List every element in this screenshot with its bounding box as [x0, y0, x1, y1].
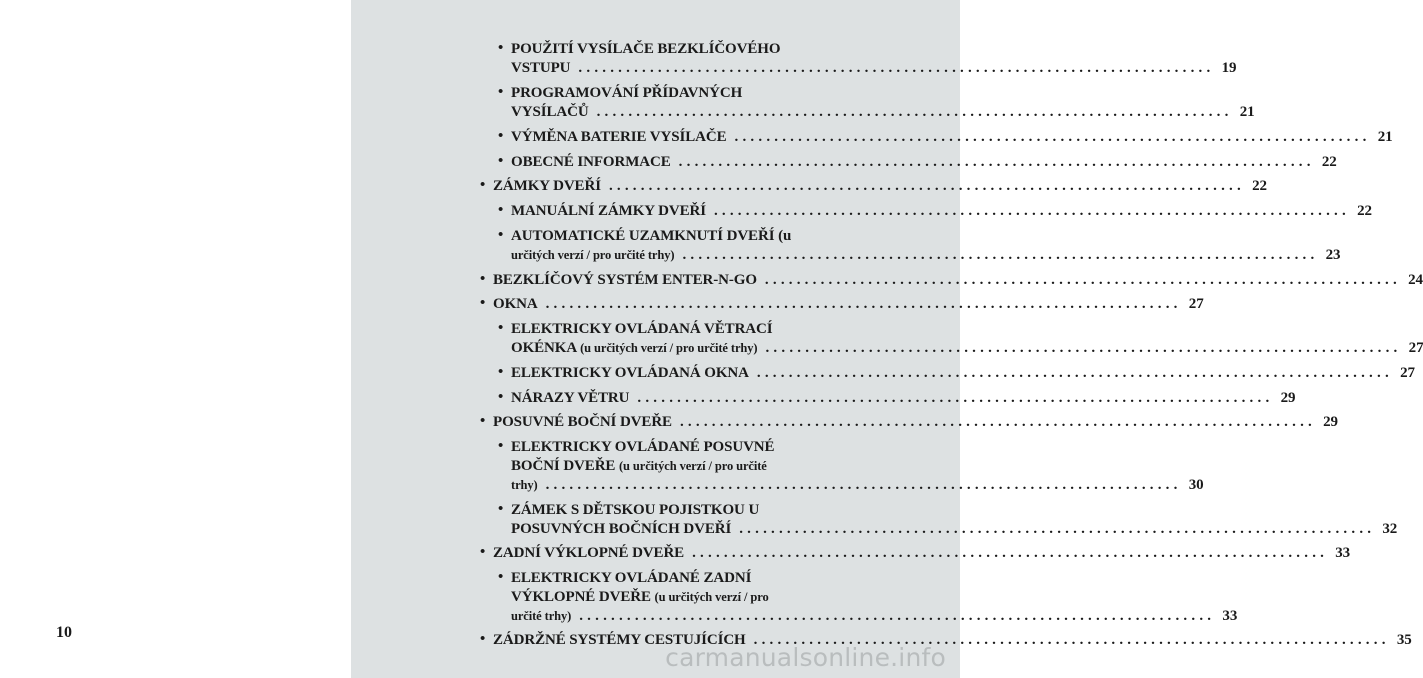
toc-page-number: 27: [1408, 340, 1423, 356]
dot-leader: ................................................................................: [578, 60, 1215, 76]
toc-entry-line: • POUŽITÍ VYSÍLAČE BEZKLÍČOVÉHO: [511, 41, 781, 57]
toc-page-number: 22: [1321, 154, 1337, 170]
toc-entry-last-line: [511, 59, 1237, 78]
toc-page-number: 30: [1188, 477, 1204, 493]
toc-entry-title: • ZÁDRŽNÉ SYSTÉMY CESTUJÍCÍCH: [493, 632, 746, 648]
dot-leader: ................................................................................: [545, 477, 1182, 493]
toc-entry-title: • MANUÁLNÍ ZÁMKY DVEŘÍ: [511, 203, 706, 219]
toc-entry-last-line: [511, 246, 1341, 265]
toc-page-number: 24: [1408, 272, 1423, 288]
toc-page-number: 22: [1357, 203, 1372, 219]
toc-entry[interactable]: [480, 295, 1204, 314]
toc-entry-text: [480, 271, 1423, 290]
toc-entry-text: [498, 128, 1393, 147]
toc-entry-line: • PROGRAMOVÁNÍ PŘÍDAVNÝCH: [511, 85, 743, 101]
toc-entry-text: [480, 295, 1204, 314]
dot-leader: ................................................................................: [734, 129, 1371, 145]
toc-entry[interactable]: [480, 227, 1341, 265]
toc-entry-text: [498, 364, 1415, 383]
toc-page-number: 33: [1335, 545, 1351, 561]
toc-entry-last-line: [493, 544, 1351, 563]
toc-entry-title: • ZADNÍ VÝKLOPNÉ DVEŘE: [493, 545, 685, 561]
dot-leader: ................................................................................: [678, 154, 1315, 170]
toc-entry-text: [498, 569, 1238, 626]
toc-page-number: 27: [1400, 365, 1415, 381]
toc-entry[interactable]: [480, 544, 1351, 563]
toc-page-number: 21: [1377, 129, 1393, 145]
toc-entry-title: • OKNA: [493, 296, 538, 312]
toc-entry-text: [498, 501, 1398, 539]
toc-entry-title: VSTUPU: [511, 60, 571, 76]
toc-entry-text: [480, 413, 1338, 432]
dot-leader: ................................................................................: [765, 340, 1402, 356]
toc-entry-title: • NÁRAZY VĚTRU: [511, 390, 630, 406]
dot-leader: ................................................................................: [713, 203, 1350, 219]
toc-entry-title: • BEZKLÍČOVÝ SYSTÉM ENTER-N-GO: [493, 272, 757, 288]
dot-leader: ................................................................................: [545, 296, 1182, 312]
toc-entry[interactable]: [480, 501, 1398, 539]
toc-entry-text: [498, 40, 1237, 78]
toc-entry-title: • POSUVNÉ BOČNÍ DVEŘE: [493, 414, 672, 430]
toc-entry-last-line: [511, 476, 1204, 495]
toc-entry-text: [480, 177, 1267, 196]
toc-entry-last-line: [493, 271, 1423, 290]
toc-entry-last-line: [511, 607, 1238, 626]
toc-entry-title: • OBECNÉ INFORMACE: [511, 154, 671, 170]
toc-entry-title: určité trhy): [511, 609, 572, 623]
toc-entry-title: • ZÁMKY DVEŘÍ: [493, 178, 601, 194]
toc-entry-text: [498, 202, 1372, 221]
toc-page-number: 22: [1252, 178, 1267, 194]
toc-entry[interactable]: [480, 413, 1338, 432]
table-of-contents: [480, 34, 1423, 650]
toc-entry-title: • VÝMĚNA BATERIE VYSÍLAČE: [511, 129, 727, 145]
toc-entry-last-line: [493, 177, 1267, 196]
toc-entry-last-line: [511, 128, 1393, 147]
toc-entry[interactable]: [480, 202, 1372, 221]
toc-entry-text: [498, 320, 1423, 358]
toc-entry-title: OKÉNKA: [511, 340, 578, 356]
dot-leader: ................................................................................: [637, 390, 1274, 406]
toc-entry-title: trhy): [511, 478, 538, 492]
dot-leader: ................................................................................: [596, 104, 1233, 120]
dot-leader: ................................................................................: [739, 521, 1376, 537]
left-page: [0, 0, 351, 678]
toc-entry-text: [498, 153, 1337, 172]
dot-leader: ................................................................................: [579, 608, 1216, 624]
toc-page-number: 29: [1323, 414, 1338, 430]
toc-entry[interactable]: [480, 364, 1415, 383]
toc-page-number: 21: [1239, 104, 1255, 120]
toc-entry-title: • ELEKTRICKY OVLÁDANÁ OKNA: [511, 365, 749, 381]
toc-entry-line: • ELEKTRICKY OVLÁDANÉ ZADNÍ: [511, 570, 752, 586]
toc-entry-last-line: [511, 520, 1398, 539]
toc-page-number: 19: [1221, 60, 1237, 76]
toc-page-number: 33: [1222, 608, 1238, 624]
toc-entry-line: VÝKLOPNÉ DVEŘE (u určitých verzí / pro: [511, 589, 769, 605]
toc-entry[interactable]: [480, 84, 1255, 122]
toc-entry-title: POSUVNÝCH BOČNÍCH DVEŘÍ: [511, 521, 732, 537]
toc-entry-last-line: [511, 103, 1255, 122]
toc-entry-last-line: [511, 339, 1423, 358]
dot-leader: ................................................................................: [608, 178, 1245, 194]
toc-entry-text: [480, 544, 1351, 563]
toc-entry-line: • ELEKTRICKY OVLÁDANÉ POSUVNÉ: [511, 439, 775, 455]
toc-entry-last-line: [511, 389, 1296, 408]
dot-leader: ................................................................................: [756, 365, 1393, 381]
toc-entry[interactable]: [480, 569, 1238, 626]
toc-entry-last-line: [493, 413, 1338, 432]
toc-entry-last-line: [493, 295, 1204, 314]
toc-entry-line: • AUTOMATICKÉ UZAMKNUTÍ DVEŘÍ (u: [511, 228, 792, 244]
toc-page-number: 23: [1325, 247, 1341, 263]
watermark-text: carmanualsonline.info: [665, 643, 946, 672]
toc-entry-line: BOČNÍ DVEŘE (u určitých verzí / pro určité: [511, 458, 767, 474]
toc-entry[interactable]: [480, 40, 1237, 78]
dot-leader: ................................................................................: [679, 414, 1316, 430]
toc-entry-line: • ZÁMEK S DĚTSKOU POJISTKOU U: [511, 502, 760, 518]
toc-entry-text: [498, 227, 1341, 265]
toc-page-number: 27: [1188, 296, 1204, 312]
toc-entry-last-line: [511, 202, 1372, 221]
toc-page-number: 35: [1396, 632, 1412, 648]
toc-page-number: 32: [1382, 521, 1398, 537]
toc-entry[interactable]: [480, 177, 1267, 196]
toc-entry-last-line: [511, 364, 1415, 383]
toc-page-number: 29: [1280, 390, 1296, 406]
dot-leader: ................................................................................: [753, 632, 1390, 648]
page-number: 10: [56, 624, 72, 641]
toc-entry-title: určitých verzí / pro určité trhy): [511, 248, 675, 262]
toc-entry-text: [498, 84, 1255, 122]
dot-leader: ................................................................................: [682, 247, 1319, 263]
toc-entry-last-line: [511, 153, 1337, 172]
toc-entry-text: [498, 389, 1296, 408]
dot-leader: ................................................................................: [764, 272, 1401, 288]
toc-entry-qualifier: (u určitých verzí / pro určité trhy): [577, 341, 758, 355]
toc-entry-line: • ELEKTRICKY OVLÁDANÁ VĚTRACÍ: [511, 321, 773, 337]
toc-entry[interactable]: [480, 153, 1337, 172]
dot-leader: ................................................................................: [692, 545, 1329, 561]
toc-entry[interactable]: [480, 128, 1393, 147]
toc-entry[interactable]: [480, 438, 1204, 495]
toc-entry[interactable]: [480, 389, 1296, 408]
toc-entry-title: VYSÍLAČŮ: [511, 104, 589, 120]
toc-entry-text: [498, 438, 1204, 495]
toc-entry[interactable]: [480, 320, 1423, 358]
toc-entry[interactable]: [480, 271, 1423, 290]
